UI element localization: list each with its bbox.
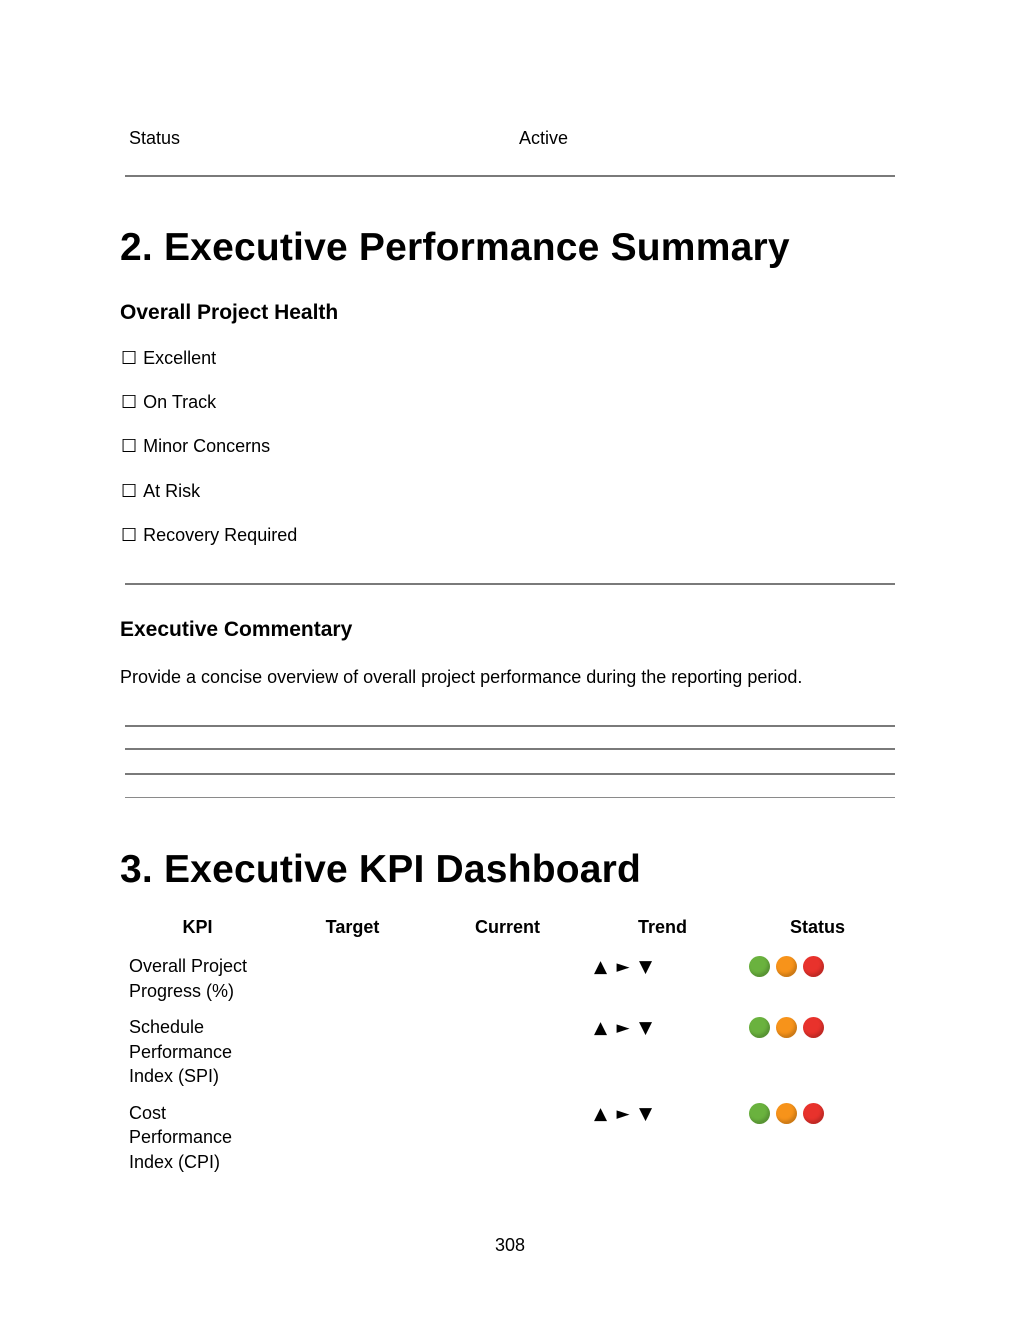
trend-arrows-icon[interactable]: ▲ ► ▼ (594, 1018, 655, 1038)
green-status-icon[interactable] (749, 956, 770, 977)
table-row (120, 1013, 895, 1099)
section-3-title: 3. Executive KPI Dashboard (120, 848, 642, 891)
checkbox-icon[interactable]: ☐ (121, 392, 138, 414)
option-label: Recovery Required (143, 524, 298, 545)
checkbox-icon[interactable]: ☐ (121, 436, 138, 458)
option-label: Excellent (143, 348, 217, 368)
table-row (120, 1099, 895, 1185)
table-row (120, 952, 895, 1013)
red-status-icon[interactable] (803, 1017, 824, 1038)
health-heading: Overall Project Health (120, 301, 339, 324)
kpi-target-cell[interactable] (275, 1099, 430, 1185)
red-status-icon[interactable] (803, 956, 824, 977)
trend-arrows-icon[interactable]: ▲ ► ▼ (594, 1103, 655, 1124)
health-option-minor-concerns[interactable] (121, 436, 297, 480)
kpi-table (120, 912, 895, 1184)
option-label: On Track (143, 392, 217, 413)
health-option-recovery-required[interactable] (121, 525, 297, 569)
commentary-heading: Executive Commentary (120, 618, 353, 641)
status-indicators (749, 954, 886, 977)
orange-status-icon[interactable] (776, 956, 797, 977)
status-label: Status (129, 128, 181, 148)
divider (125, 583, 895, 585)
kpi-current-cell[interactable] (430, 1013, 585, 1099)
health-checklist (121, 348, 297, 569)
page-number: 308 (494, 1235, 526, 1255)
kpi-target-cell[interactable] (275, 952, 430, 1013)
green-status-icon[interactable] (749, 1017, 770, 1038)
kpi-current-cell[interactable] (430, 952, 585, 1013)
health-option-at-risk[interactable] (121, 481, 297, 525)
health-option-on-track[interactable] (121, 392, 297, 436)
kpi-name: Overall Project Progress (%) (129, 956, 248, 1001)
kpi-current-cell[interactable] (430, 1099, 585, 1185)
orange-status-icon[interactable] (776, 1017, 797, 1038)
option-label: At Risk (143, 480, 201, 501)
header-trend: Trend (637, 916, 687, 937)
orange-status-icon[interactable] (776, 1103, 797, 1124)
trend-arrows-icon[interactable]: ▲ ► ▼ (594, 957, 655, 977)
commentary-line[interactable] (125, 773, 895, 775)
health-option-excellent[interactable] (121, 348, 297, 392)
header-target: Target (325, 916, 380, 937)
header-status: Status (789, 916, 845, 937)
status-indicators (749, 1101, 886, 1124)
commentary-line[interactable] (125, 725, 895, 727)
header-current: Current (474, 916, 540, 937)
header-kpi: KPI (182, 916, 213, 937)
option-label: Minor Concerns (143, 436, 271, 457)
green-status-icon[interactable] (749, 1103, 770, 1124)
checkbox-icon[interactable]: ☐ (121, 524, 138, 546)
kpi-target-cell[interactable] (275, 1013, 430, 1099)
kpi-name: Schedule Performance Index (SPI) (129, 1017, 233, 1086)
status-indicators (749, 1015, 886, 1038)
commentary-line[interactable] (125, 797, 895, 798)
status-value: Active (519, 128, 569, 148)
kpi-header-row (120, 912, 895, 952)
section-2-title: 2. Executive Performance Summary (120, 226, 790, 269)
kpi-name: Cost Performance Index (CPI) (129, 1102, 233, 1172)
divider (125, 175, 895, 177)
checkbox-icon[interactable]: ☐ (121, 348, 138, 369)
checkbox-icon[interactable]: ☐ (121, 480, 138, 502)
commentary-line[interactable] (125, 748, 895, 750)
commentary-instructions: Provide a concise overview of overall project performance during the reporting period. (120, 667, 803, 687)
red-status-icon[interactable] (803, 1103, 824, 1124)
